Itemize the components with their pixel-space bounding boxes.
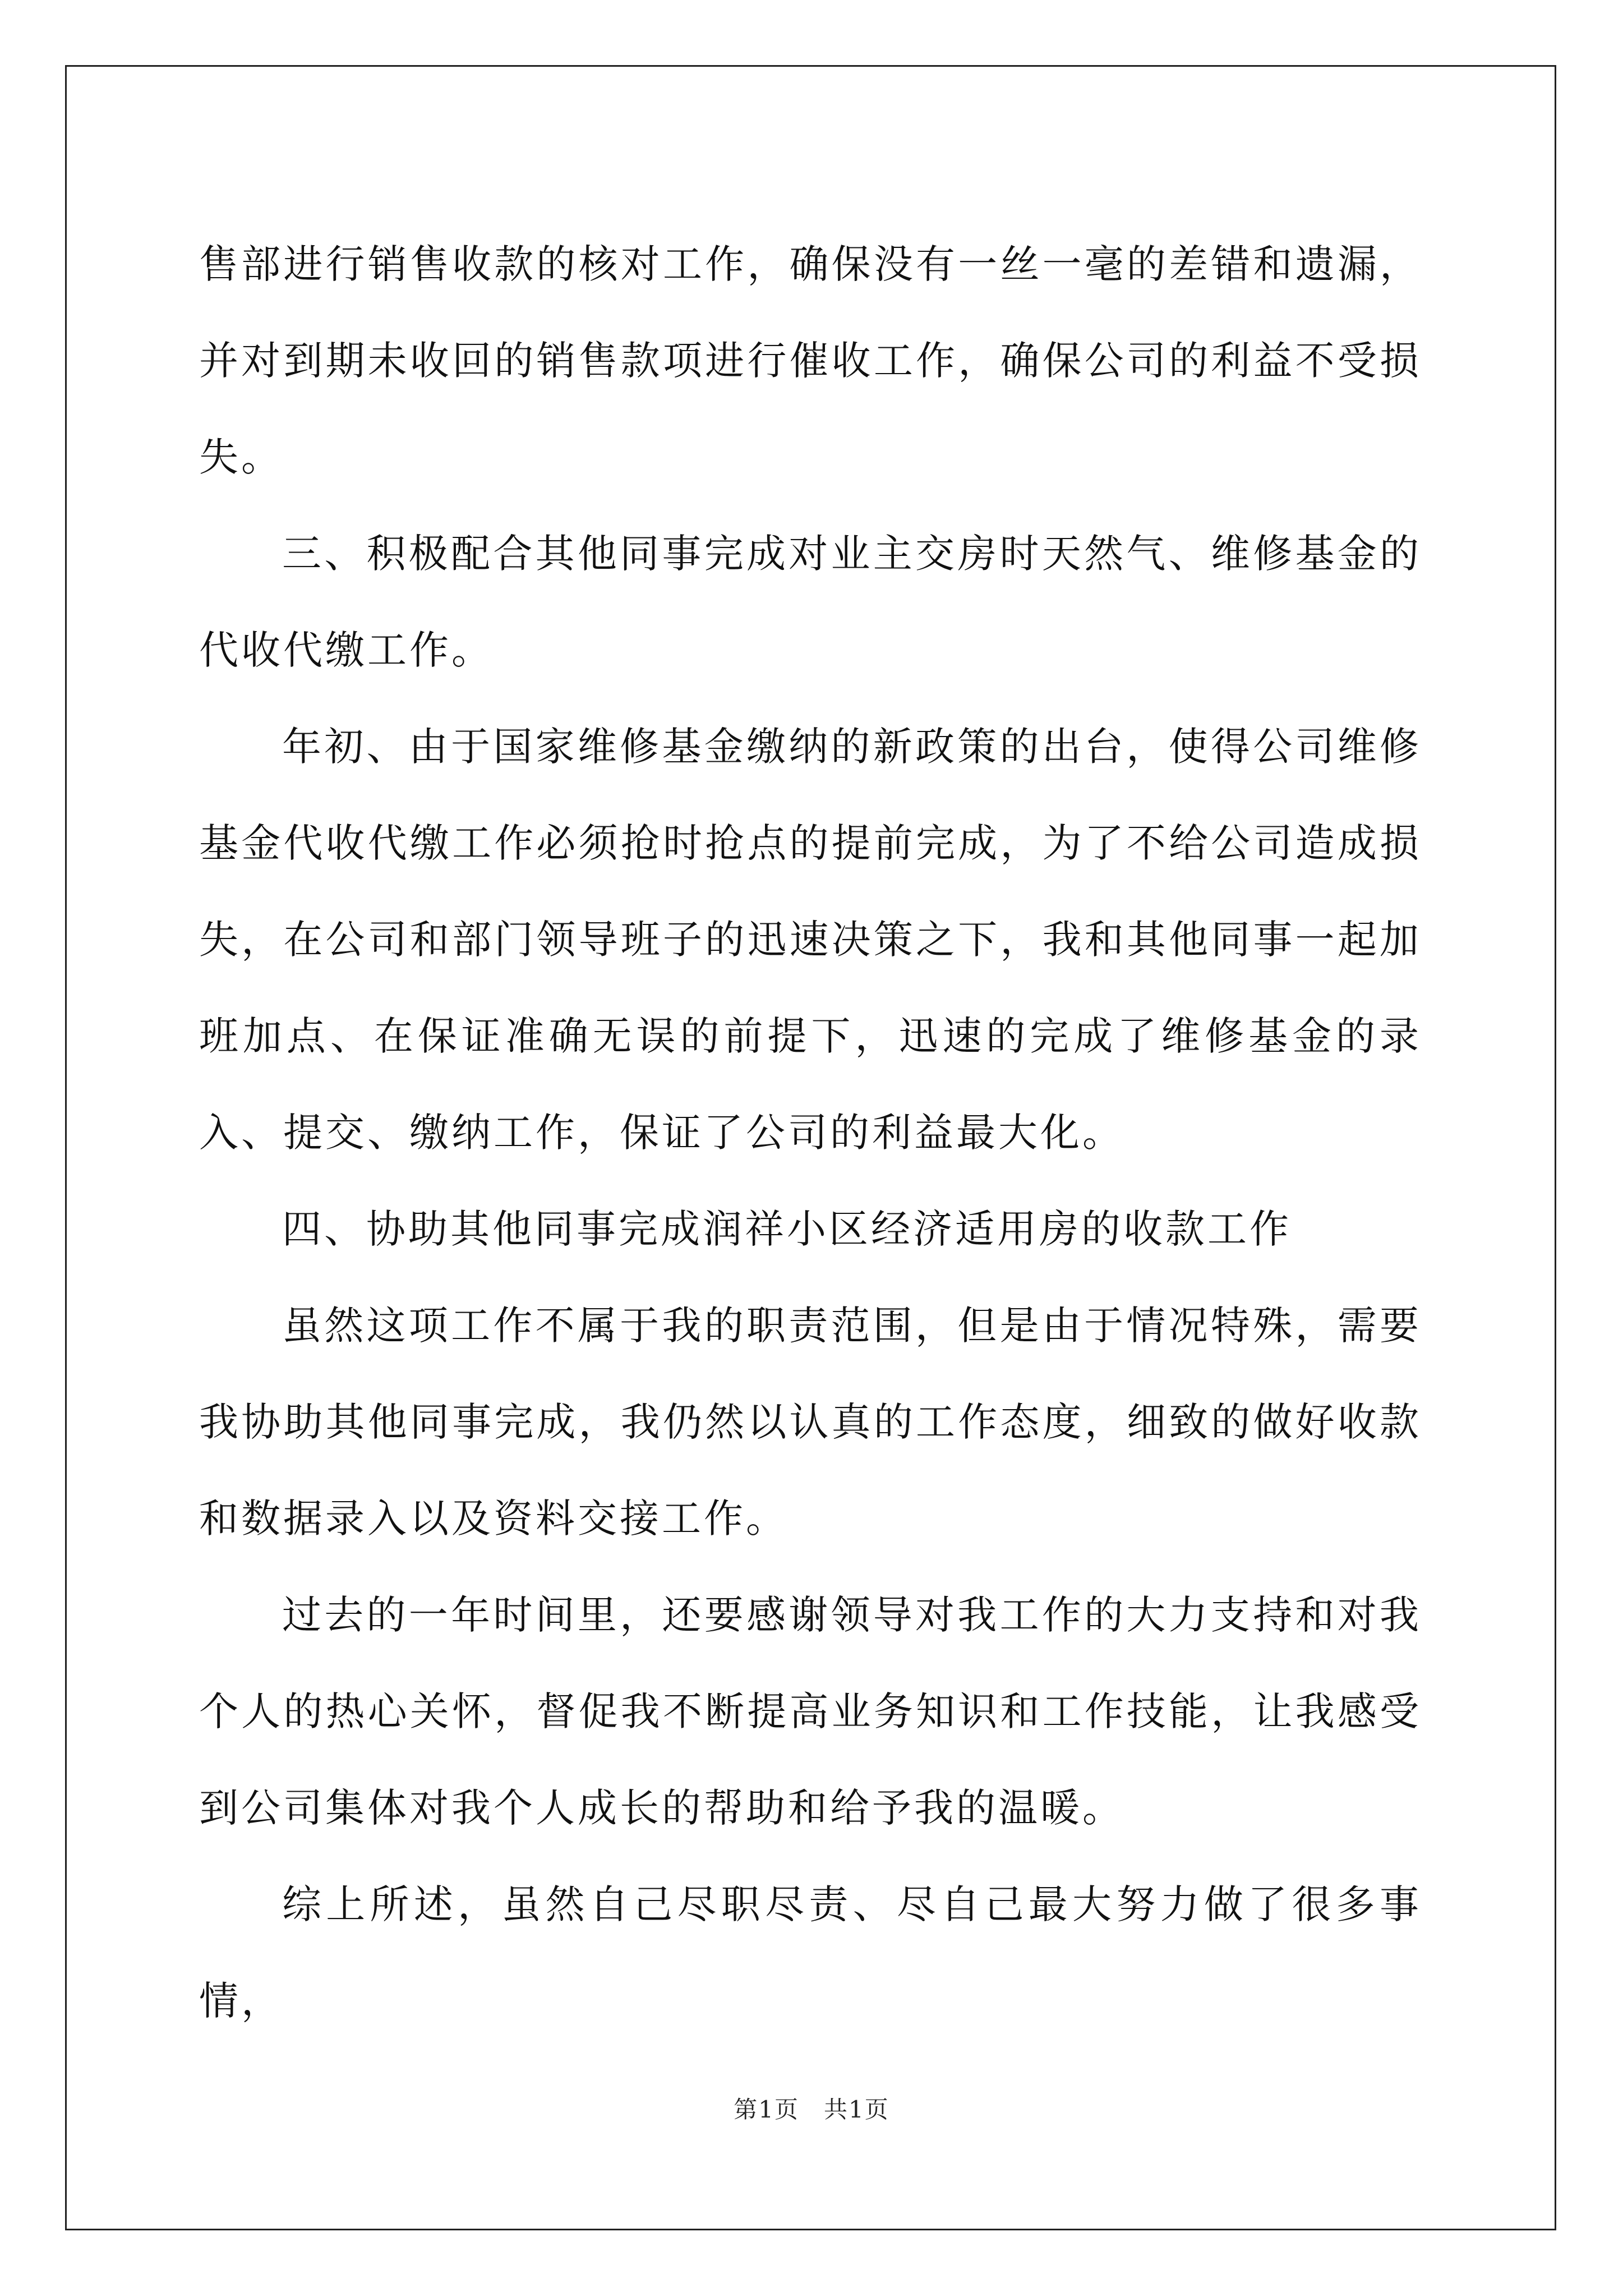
paragraph-6: 过去的一年时间里，还要感谢领导对我工作的大力支持和对我个人的热心关怀，督促我不断提高业务知识和工作技能，让我感受到公司集体对我个人成长的帮助和给予我的温暖。 [199, 1592, 1422, 1831]
page-number-footer: 第1页 共1页 [734, 2096, 889, 2123]
paragraph-5: 虽然这项工作不属于我的职责范围，但是由于情况特殊，需要我协助其他同事完成，我仍然以认真的工作态度，细致的做好收款和数据录入以及资料交接工作。 [199, 1303, 1422, 1542]
paragraph-1: 售部进行销售收款的核对工作，确保没有一丝一毫的差错和遗漏，并对到期未收回的销售款项进行催收工作，确保公司的利益不受损失。 [199, 241, 1422, 480]
paragraph-7: 综上所述，虽然自己尽职尽责、尽自己最大努力做了很多事情， [199, 1881, 1422, 2024]
paragraph-3: 年初、由于国家维修基金缴纳的新政策的出台，使得公司维修基金代收代缴工作必须抢时抢点的提前完成，为了不给公司造成损失，在公司和部门领导班子的迅速决策之下，我和其他同事一起加班加点、在保证准确无误的前提下，迅速的完成了维修基金的录入、提交、缴纳工作，保证了公司的利益最大化。 [199, 724, 1422, 1156]
document-body [199, 216, 1422, 2049]
paragraph-2: 三、积极配合其他同事完成对业主交房时天然气、维修基金的代收代缴工作。 [199, 531, 1422, 673]
paragraph-4: 四、协助其他同事完成润祥小区经济适用房的收款工作 [282, 1206, 1292, 1252]
